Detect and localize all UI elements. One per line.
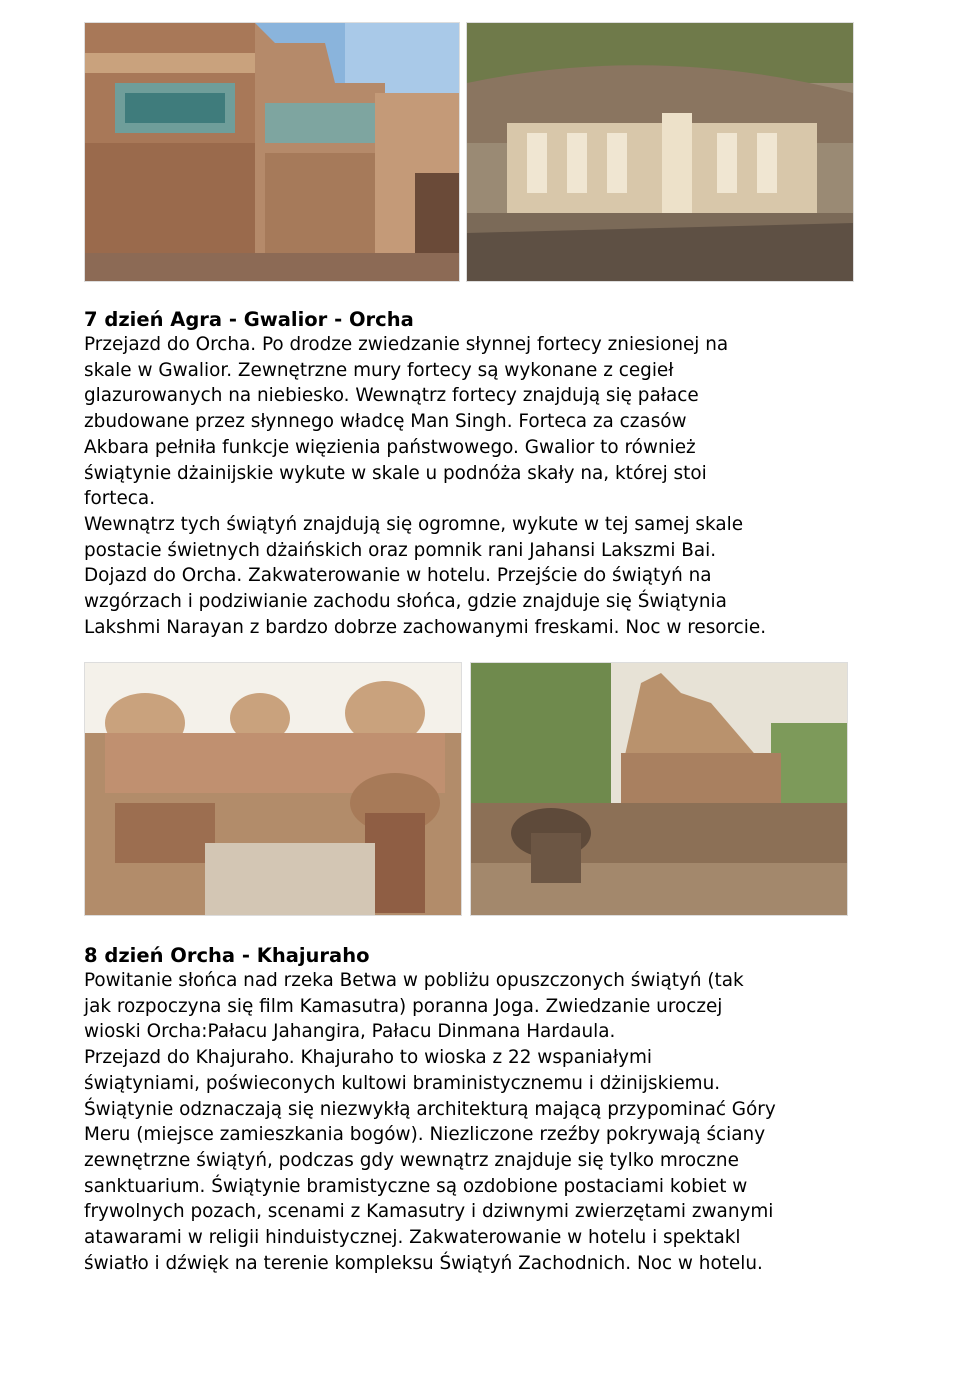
day7-paragraph-2: Wewnątrz tych świątyń znajdują się ogromne, wykute w tej samej skale postacie świetnych dżaińskich oraz pomnik rani Jahansi Lakszmi Bai. Dojazd do Orcha. Zakwaterowanie w hotelu. Przejście do świątyń na wzgórzach i podziwianie zachodu słońca, gdzie znajduje się Świątynia Lakshmi Narayan z bardzo dobrze zachowanymi freskami. Noc w resorcie.: [84, 513, 767, 638]
day7-paragraph-1: Przejazd do Orcha. Po drodze zwiedzanie słynnej fortecy zniesionej na skale w Gwalior. Zewnętrzne mury fortecy są wykonane z cegieł glazurowanych na niebiesko. Wewnątrz fortecy znajdują się pałace zbudowane przez słynnego władcę Man Singh. Forteca za czasów Akbara pełniła funkcje więzienia państwowego. Gwalior to również świątynie dżainijskie wykute w skale u podnóża skały na, której stoi forteca.: [84, 334, 729, 510]
day7-section: [84, 307, 884, 640]
photo-gwalior-fort: [84, 22, 460, 282]
day8-paragraph-2: Przejazd do Khajuraho. Khajuraho to wioska z 22 wspaniałymi świątyniami, poświeconych kultowi braministycznemu i dżinijskiemu. Świątynie odznaczają się niezwykłą architekturą mającą przypominać Góry Meru (miejsce zamieszkania bogów). Niezliczone rzeźby pokrywają ściany zewnętrzne świątyń, podczas gdy wewnątrz znajduje się tylko mroczne sanktuarium. Świątynie bramistyczne są ozdobione postaciami kobiet w frywolnych pozach, scenami z Kamasutry i dziwnymi zwierzętami zwanymi atawarami w religii hinduistycznej. Zakwaterowanie w hotelu i spektakl światło i dźwięk na terenie kompleksu Świątyń Zachodnich. Noc w hotelu.: [84, 1047, 776, 1274]
day8-section: [84, 943, 884, 1276]
day7-title: 7 dzień Agra - Gwalior - Orcha: [84, 308, 414, 331]
day8-paragraph-1: Powitanie słońca nad rzeka Betwa w pobliżu opuszczonych świątyń (tak jak rozpoczyna się film Kamasutra) poranna Joga. Zwiedzanie uroczej wioski Orcha:Pałacu Jahangira, Pałacu Dinmana Hardaula.: [84, 970, 744, 1043]
photo-orcha-palace: [84, 662, 462, 916]
photo-jain-rock-statues: [466, 22, 854, 282]
photo-khajuraho-temple: [470, 662, 848, 916]
day8-title: 8 dzień Orcha - Khajuraho: [84, 944, 370, 967]
